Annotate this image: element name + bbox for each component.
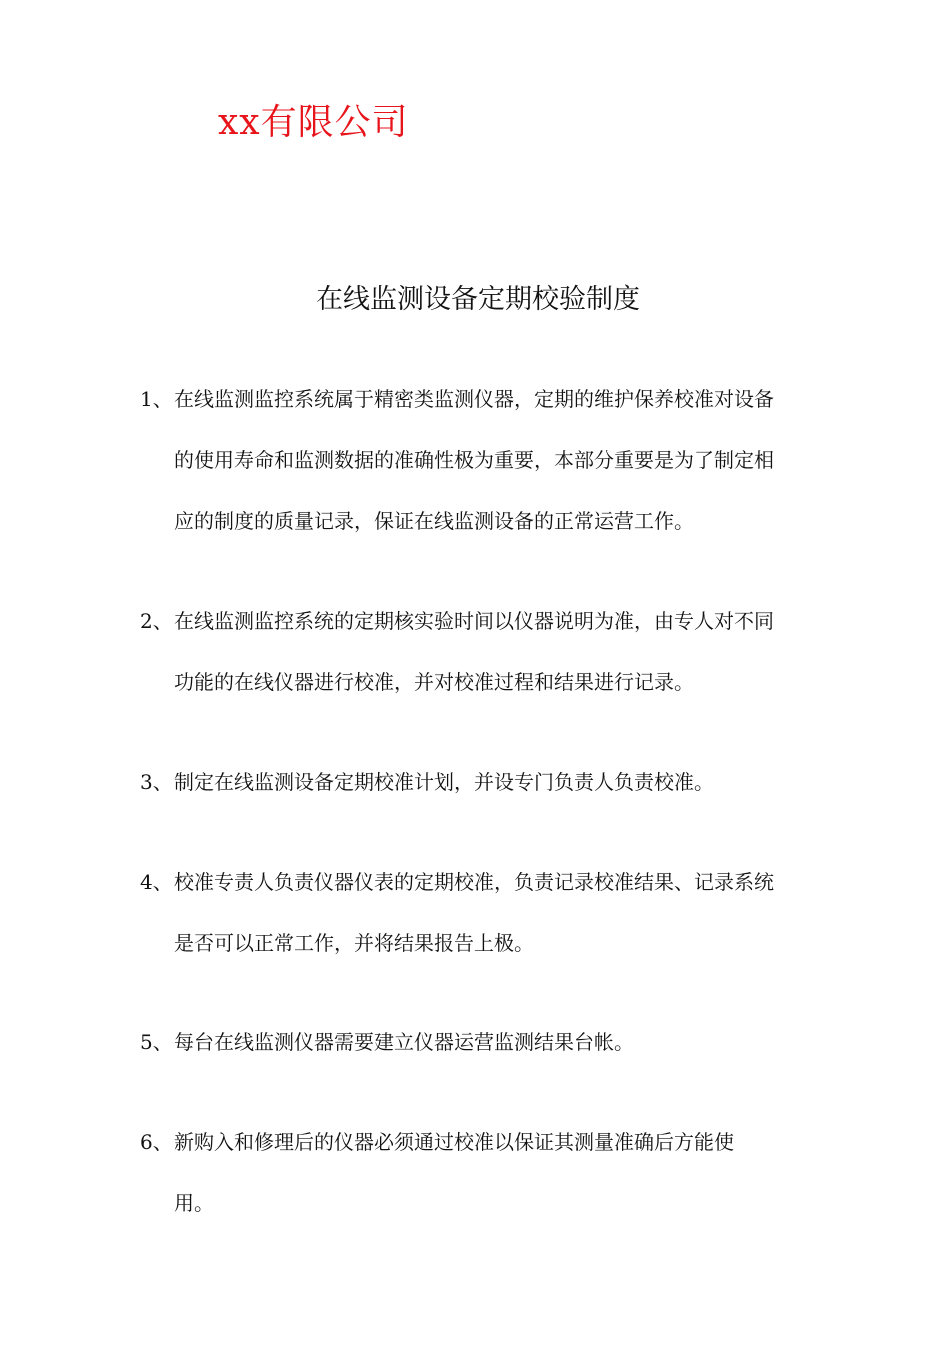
document-title: 在线监测设备定期校验制度 [316,284,640,315]
list-item-number: 5、 [140,1030,173,1054]
list-item [140,591,830,713]
list-item-number: 4、 [140,870,173,894]
list-item-row [140,591,830,652]
list-item-row [140,1012,830,1073]
list-item-text: 是否可以正常工作，并将结果报告上极。 [174,931,534,955]
list-item [140,752,830,813]
list-item-number: 6、 [140,1130,173,1154]
list-item-text: 在线监测监控系统的定期核实验时间以仪器说明为准，由专人对不同 [174,609,774,633]
list-item-text: 应的制度的质量记录，保证在线监测设备的正常运营工作。 [174,509,694,533]
list-item-text: 校准专责人负责仪器仪表的定期校准，负责记录校准结果、记录系统 [174,870,774,894]
list-item-row [140,652,830,713]
list-item-row [140,752,830,813]
company-name: xx有限公司 [218,102,409,143]
list-item-text: 功能的在线仪器进行校准，并对校准过程和结果进行记录。 [174,670,694,694]
list-item-number: 2、 [140,609,173,633]
list-item-row [140,491,830,552]
list-item-row [140,1112,830,1173]
list-item-row [140,1173,830,1234]
list-item-text: 用。 [174,1191,214,1215]
list-item-text: 的使用寿命和监测数据的准确性极为重要，本部分重要是为了制定相 [174,448,774,472]
list-item [140,852,830,974]
list-item-row [140,430,830,491]
list-item-text: 每台在线监测仪器需要建立仪器运营监测结果台帐。 [174,1030,634,1054]
list-item-text: 制定在线监测设备定期校准计划，并设专门负责人负责校准。 [174,770,714,794]
list-item-row [140,913,830,974]
list-item [140,1112,830,1234]
list-item-text: 新购入和修理后的仪器必须通过校准以保证其测量准确后方能使 [174,1130,734,1154]
list-item-number: 3、 [140,770,173,794]
list-item-row [140,852,830,913]
list-item-row [140,369,830,430]
list-item [140,369,830,552]
list-item [140,1012,830,1073]
list-item-number: 1、 [140,387,173,411]
list-item-text: 在线监测监控系统属于精密类监测仪器，定期的维护保养校准对设备 [174,387,774,411]
